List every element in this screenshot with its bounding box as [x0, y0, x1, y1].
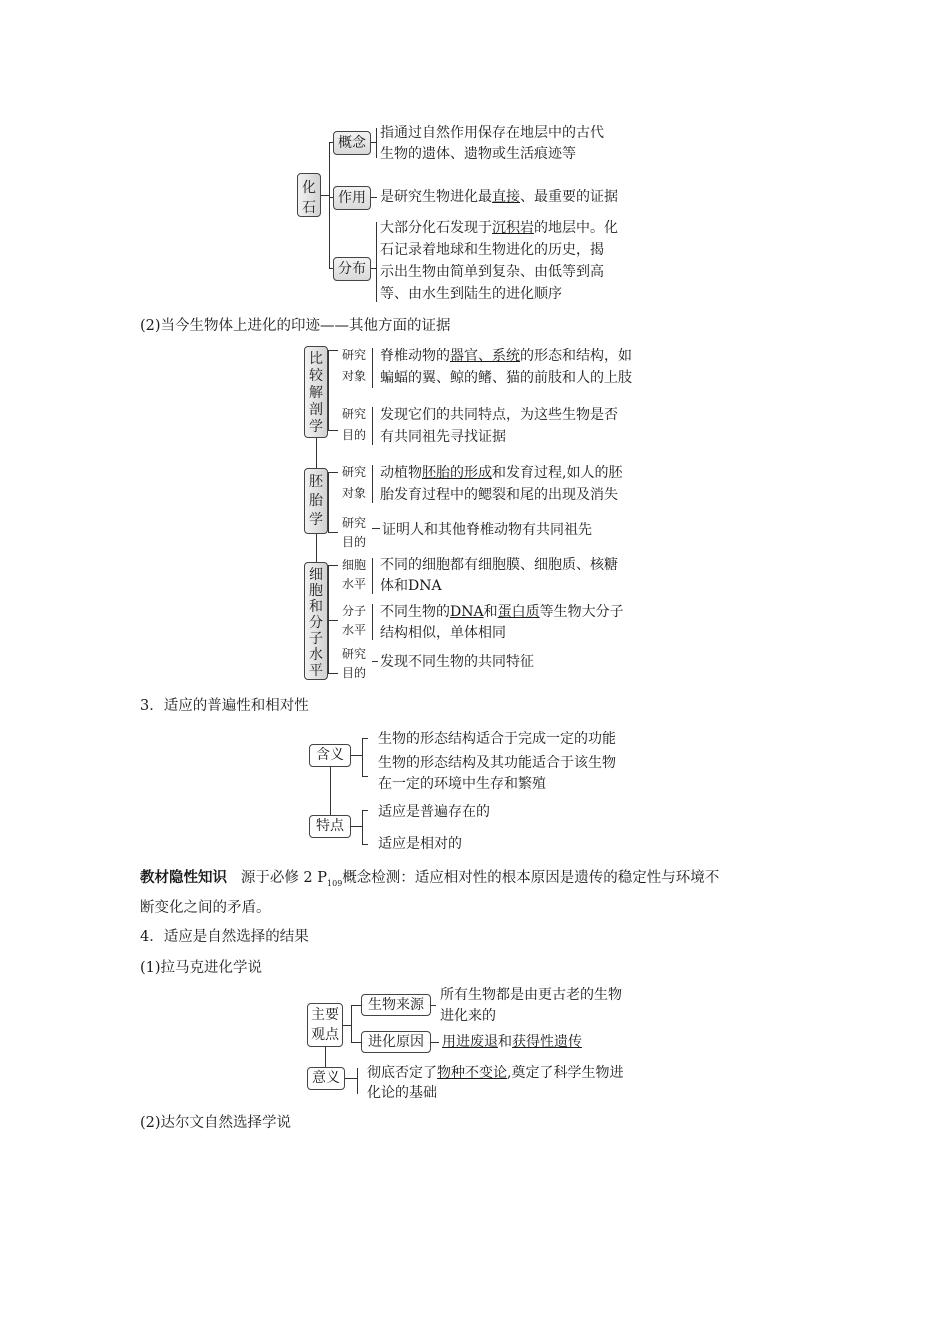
meaning-2-line1: 生物的形态结构及其功能适合于该生物 — [378, 755, 616, 771]
ca-purpose-line2: 有共同祖先寻找证据 — [380, 429, 506, 445]
darwin-title: (2)达尔文自然选择学说 — [140, 1115, 292, 1131]
emb-purpose-text: 证明人和其他脊椎动物有共同祖先 — [382, 522, 592, 538]
origin-line2: 进化来的 — [440, 1008, 496, 1024]
section3-title: 3．适应的普遍性和相对性 — [140, 698, 309, 714]
section4-title: 4．适应是自然选择的结果 — [140, 929, 309, 945]
origin-line1: 所有生物都是由更古老的生物 — [440, 987, 622, 1003]
cell-molecular-box: 细 胞 和 分 子 水 平 — [304, 562, 328, 680]
significance-line1: 彻底否定了物种不变论,奠定了科学生物进 — [367, 1065, 624, 1081]
section2-title: (2)当今生物体上进化的印迹——其他方面的证据 — [140, 318, 451, 334]
emb-object-label-2: 对象 — [342, 486, 367, 500]
feature-1: 适应是普遍存在的 — [378, 804, 490, 820]
cell-line2: 体和DNA — [380, 578, 442, 594]
fossil-distribution-line2: 石记录着地球和生物进化的历史，揭 — [380, 242, 604, 258]
ca-object-label-1: 研究 — [342, 348, 367, 362]
main-points-box: 主要 观点 — [307, 1003, 343, 1047]
hidden-knowledge-label: 教材隐性知识 — [140, 870, 227, 886]
fossil-concept-line2: 生物的遗体、遗物或生活痕迹等 — [380, 146, 576, 162]
cause-box: 进化原因 — [361, 1031, 431, 1053]
fossil-distribution-line1: 大部分化石发现于沉积岩的地层中。化 — [380, 220, 618, 236]
cause-text: 用进废退和获得性遗传 — [442, 1034, 582, 1050]
significance-box: 意义 — [307, 1067, 345, 1090]
molecule-label-2: 水平 — [342, 623, 367, 637]
emb-object-label-1: 研究 — [342, 465, 367, 479]
fossil-distribution-box: 分布 — [333, 257, 371, 281]
ca-purpose-label-1: 研究 — [342, 407, 367, 421]
emb-purpose-label-2: 目的 — [342, 535, 367, 549]
cm-purpose-text: 发现不同生物的共同特征 — [380, 654, 534, 670]
cell-label-2: 水平 — [342, 577, 367, 591]
molecule-line2: 结构相似，单体相同 — [380, 625, 506, 641]
hidden-knowledge-line1: 教材隐性知识 源于必修 2 $P_{109}$概念检测：适应相对性的根本原因是遗传的稳定性与环境不 — [140, 870, 720, 888]
fossil-role-text: 是研究生物进化最直接、最重要的证据 — [380, 189, 618, 205]
cell-line1: 不同的细胞都有细胞膜、细胞质、核糖 — [380, 557, 618, 573]
lamarck-title: (1)拉马克进化学说 — [140, 960, 263, 976]
emb-purpose-label-1: 研究 — [342, 516, 367, 530]
origin-box: 生物来源 — [361, 994, 431, 1016]
hidden-knowledge-line2: 断变化之间的矛盾。 — [140, 900, 271, 916]
ca-purpose-label-2: 目的 — [342, 428, 367, 442]
feature-2: 适应是相对的 — [378, 836, 462, 852]
molecule-line1: 不同生物的DNA和蛋白质等生物大分子 — [380, 604, 624, 620]
emb-object-line2: 胎发育过程中的鳃裂和尾的出现及消失 — [380, 487, 618, 503]
meaning-2-line2: 在一定的环境中生存和繁殖 — [378, 776, 546, 792]
significance-line2: 化论的基础 — [367, 1085, 437, 1101]
meaning-box: 含义 — [309, 744, 351, 767]
fossil-root-box: 化 石 — [297, 173, 321, 217]
cell-label-1: 细胞 — [342, 558, 367, 572]
fossil-distribution-line3: 示出生物由简单到复杂、由低等到高 — [380, 264, 604, 280]
cm-purpose-label-2: 目的 — [342, 666, 367, 680]
molecule-label-1: 分子 — [342, 604, 367, 618]
fossil-concept-box: 概念 — [333, 131, 371, 155]
ca-object-line2: 蝙蝠的翼、鲸的鳍、猫的前肢和人的上肢 — [380, 370, 632, 386]
ca-object-label-2: 对象 — [342, 369, 367, 383]
embryology-box: 胚 胎 学 — [304, 468, 328, 534]
cm-purpose-label-1: 研究 — [342, 647, 367, 661]
fossil-role-box: 作用 — [333, 186, 371, 210]
ca-object-line1: 脊椎动物的器官、系统的形态和结构，如 — [380, 348, 632, 364]
fossil-distribution-line4: 等、由水生到陆生的进化顺序 — [380, 286, 562, 302]
emb-object-line1: 动植物胚胎的形成和发育过程,如人的胚 — [380, 465, 623, 481]
feature-box: 特点 — [309, 815, 351, 838]
comparative-anatomy-box: 比 较 解 剖 学 — [304, 346, 328, 438]
meaning-1: 生物的形态结构适合于完成一定的功能 — [378, 731, 616, 747]
fossil-concept-line1: 指通过自然作用保存在地层中的古代 — [380, 125, 604, 141]
ca-purpose-line1: 发现它们的共同特点，为这些生物是否 — [380, 407, 618, 423]
